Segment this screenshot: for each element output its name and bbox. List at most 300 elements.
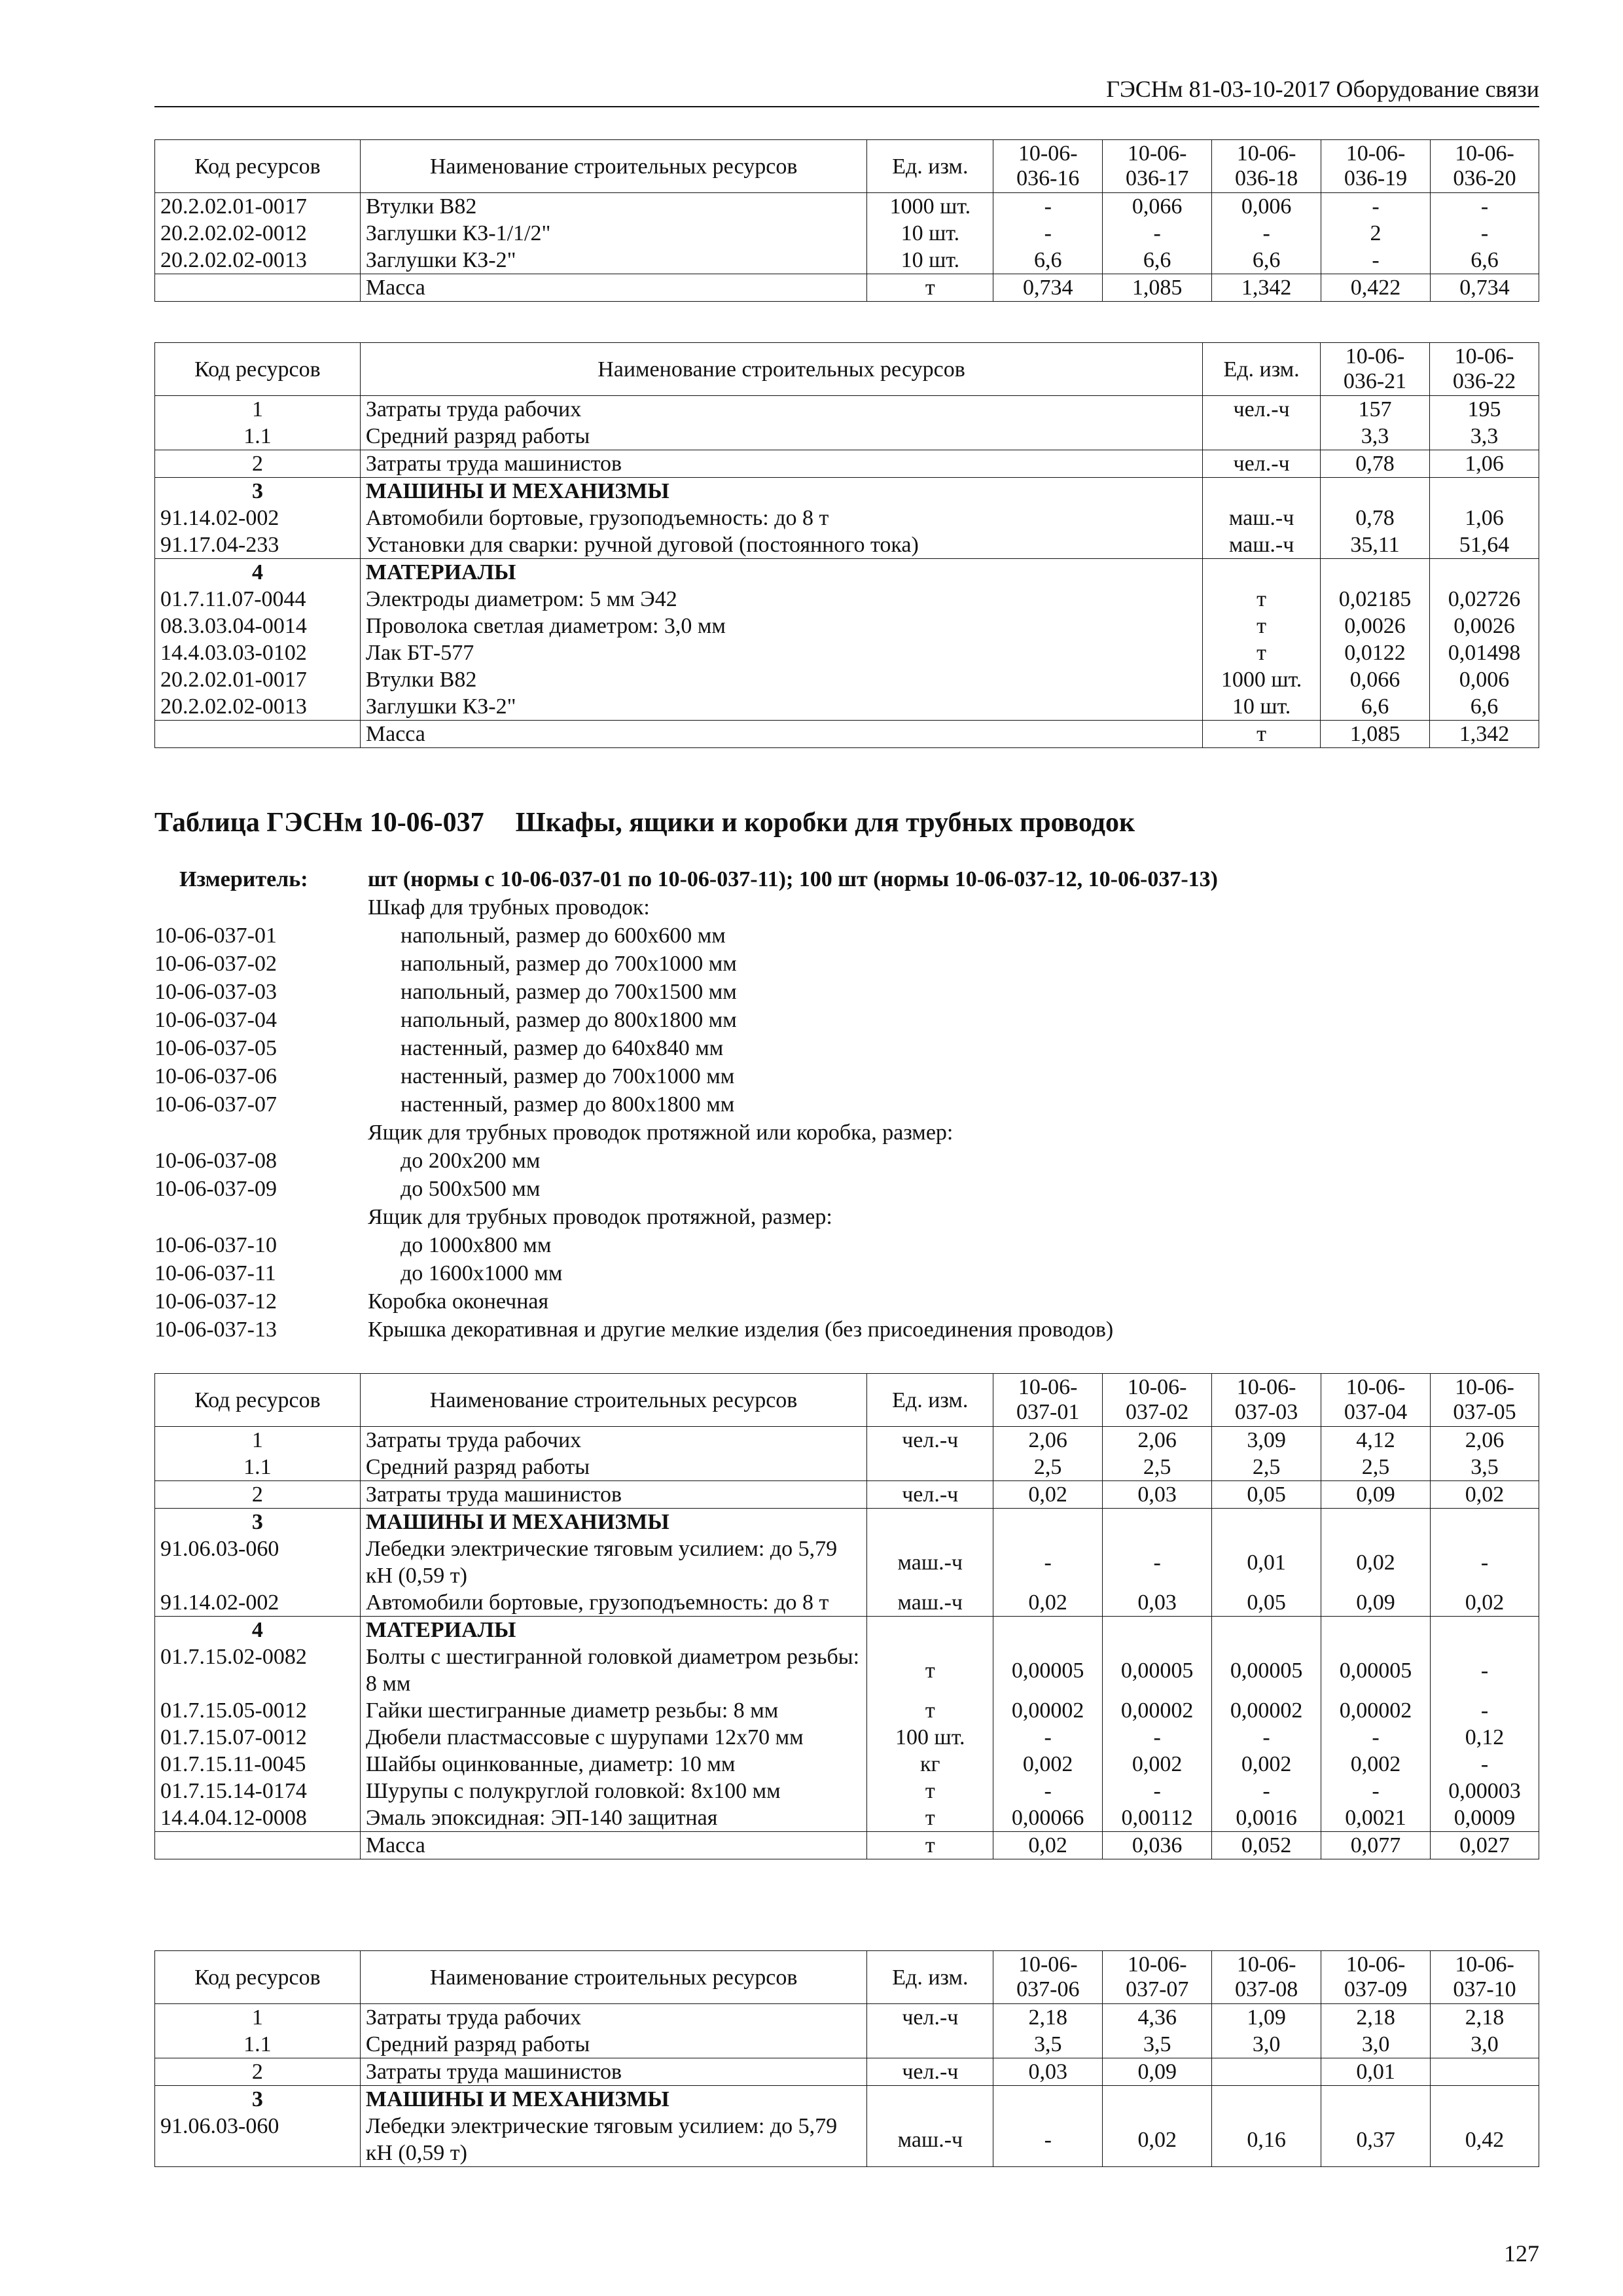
norm-value: 0,02185: [1321, 586, 1430, 613]
norm-value: 0,052: [1212, 1832, 1321, 1859]
measure-item: [154, 1316, 1218, 1344]
norm-value: 0,03: [1103, 1589, 1212, 1617]
resource-name: Установки для сварки: ручной дуговой (постоянного тока): [360, 531, 1202, 559]
norm-value: 0,00002: [1103, 1697, 1212, 1724]
section-title: МАТЕРИАЛЫ: [360, 559, 1202, 586]
norm-description: до 1600х1000 мм: [401, 1261, 563, 1285]
norm-value: [1431, 1509, 1539, 1536]
resource-code: 91.17.04-233: [155, 531, 361, 559]
norm-value: -: [1321, 247, 1431, 274]
resource-code: 91.14.02-002: [155, 1589, 361, 1617]
unit: 1000 шт.: [1203, 666, 1321, 693]
norm-code: 10-06-037-09: [154, 1177, 277, 1201]
norm-value: -: [1321, 193, 1431, 221]
norm-description: до 500х500 мм: [401, 1177, 541, 1201]
unit: т: [867, 1778, 993, 1804]
norm-value: 0,00005: [1212, 1643, 1321, 1697]
table-row: [155, 450, 1539, 478]
norm-description: напольный, размер до 800х1800 мм: [401, 1008, 737, 1032]
measure-item: [154, 1259, 1218, 1287]
norm-value: [1103, 1509, 1212, 1536]
table-header-row: [155, 140, 1539, 193]
norm-value: 0,00002: [1212, 1697, 1321, 1724]
unit: маш.-ч: [867, 2113, 993, 2167]
norm-value: 157: [1321, 396, 1430, 423]
table-row: [155, 1454, 1539, 1481]
norm-value: 0,02: [993, 1589, 1103, 1617]
norm-value: 0,422: [1321, 274, 1431, 302]
resource-name: Втулки В82: [360, 666, 1202, 693]
norm-value: 0,78: [1321, 450, 1430, 478]
header-code: Код ресурсов: [155, 343, 361, 396]
resource-code: 20.2.02.02-0012: [155, 220, 361, 247]
norm-value: 2: [1321, 220, 1431, 247]
unit: кг: [867, 1751, 993, 1778]
norm-value: 0,036: [1103, 1832, 1212, 1859]
header-unit: Ед. изм.: [867, 1374, 993, 1427]
unit: маш.-ч: [867, 1589, 993, 1617]
norm-value: 0,066: [1321, 666, 1430, 693]
resource-name: Средний разряд работы: [360, 1454, 866, 1481]
unit: чел.-ч: [867, 2058, 993, 2086]
header-norm-code: 10-06-037-05: [1431, 1374, 1539, 1427]
header-norm-code: 10-06-037-04: [1321, 1374, 1431, 1427]
resource-name: Лебедки электрические тяговым усилием: до 5,79 кН (0,59 т): [360, 2113, 867, 2167]
norm-value: 6,6: [1430, 247, 1539, 274]
norm-value: [1430, 478, 1539, 505]
resource-code: 91.14.02-002: [155, 505, 361, 531]
resource-code: [155, 274, 361, 302]
norm-value: 2,5: [1103, 1454, 1212, 1481]
table-row: [155, 1535, 1539, 1589]
header-norm-code: 10-06-037-01: [993, 1374, 1103, 1427]
unit: т: [867, 1697, 993, 1724]
section-row: [155, 478, 1539, 505]
measure-item: [154, 1006, 1218, 1034]
resource-name: Масса: [360, 274, 867, 302]
section-title: МАШИНЫ И МЕХАНИЗМЫ: [360, 2086, 867, 2113]
norm-value: 0,01: [1321, 2058, 1431, 2086]
norm-value: [1431, 2086, 1539, 2113]
norm-code: 10-06-037-05: [154, 1036, 277, 1060]
norm-value: 0,37: [1321, 2113, 1431, 2167]
unit: [867, 1509, 993, 1536]
norm-value: 1,342: [1212, 274, 1321, 302]
header-norm-code: 10-06-037-09: [1321, 1951, 1431, 2004]
table-header-row: [155, 343, 1539, 396]
norm-value: -: [1321, 1724, 1431, 1751]
norm-value: -: [993, 193, 1103, 221]
header-norm-code: 10-06-037-10: [1431, 1951, 1539, 2004]
measure-label: Измеритель:: [179, 867, 308, 891]
resource-code: 3: [155, 2086, 361, 2113]
norm-value: -: [1431, 1643, 1539, 1697]
resource-name: Заглушки КЗ-2": [360, 247, 867, 274]
norm-description: напольный, размер до 700х1000 мм: [401, 952, 737, 976]
header-norm-code: 10-06-037-03: [1212, 1374, 1321, 1427]
table-row: [155, 1643, 1539, 1697]
norm-value: 3,09: [1212, 1427, 1321, 1454]
norm-code: 10-06-037-04: [154, 1008, 277, 1032]
norm-value: 0,00005: [1321, 1643, 1431, 1697]
resource-name: Втулки В82: [360, 193, 867, 221]
unit: чел.-ч: [867, 1427, 993, 1454]
norm-description: Ящик для трубных проводок протяжной или коробка, размер:: [368, 1121, 954, 1145]
measure-item: [154, 1090, 1218, 1119]
resource-name: Лебедки электрические тяговым усилием: до 5,79 кН (0,59 т): [360, 1535, 866, 1589]
norm-value: 0,03: [993, 2058, 1103, 2086]
table-title-code: Таблица ГЭСНм 10-06-037: [154, 808, 484, 838]
norm-value: [1430, 559, 1539, 586]
norm-value: 0,00005: [993, 1643, 1103, 1697]
norm-value: -: [1103, 1535, 1212, 1589]
section-title: МАШИНЫ И МЕХАНИЗМЫ: [360, 478, 1202, 505]
norm-code: 10-06-037-11: [154, 1261, 276, 1285]
unit: т: [1203, 613, 1321, 639]
norm-description: настенный, размер до 640х840 мм: [401, 1036, 724, 1060]
measure-item: [154, 1203, 1218, 1231]
unit: чел.-ч: [867, 2004, 993, 2032]
measure-block: [154, 865, 1218, 1344]
norm-value: [1431, 2058, 1539, 2086]
page-number: 127: [1504, 2240, 1539, 2267]
norm-value: 0,02: [993, 1481, 1103, 1509]
norm-value: 0,0021: [1321, 1804, 1431, 1832]
norm-code: 10-06-037-01: [154, 924, 277, 948]
resource-code: 3: [155, 478, 361, 505]
norm-value: 0,78: [1321, 505, 1430, 531]
section-title: МАТЕРИАЛЫ: [360, 1617, 866, 1644]
measure-item: [154, 978, 1218, 1006]
resource-table-036-16-20: [154, 139, 1539, 302]
measure-item: [154, 893, 1218, 922]
norm-value: 0,027: [1431, 1832, 1539, 1859]
measure-item: [154, 1034, 1218, 1062]
measure-row: [154, 865, 1218, 893]
norm-value: 0,02: [1103, 2113, 1212, 2167]
norm-value: 2,18: [1431, 2004, 1539, 2032]
header-unit: Ед. изм.: [1203, 343, 1321, 396]
norm-value: [1321, 478, 1430, 505]
norm-code: 10-06-037-03: [154, 980, 277, 1004]
resource-code: 20.2.02.02-0013: [155, 693, 361, 721]
norm-value: 6,6: [1430, 693, 1539, 721]
norm-value: 0,734: [993, 274, 1103, 302]
unit: т: [1203, 586, 1321, 613]
header-name: Наименование строительных ресурсов: [360, 343, 1202, 396]
resource-code: 14.4.04.12-0008: [155, 1804, 361, 1832]
norm-value: 0,002: [1103, 1751, 1212, 1778]
unit: [867, 1454, 993, 1481]
norm-value: 0,09: [1103, 2058, 1212, 2086]
table-row: [155, 1427, 1539, 1454]
resource-code: 01.7.15.14-0174: [155, 1778, 361, 1804]
resource-name: Затраты труда рабочих: [360, 2004, 867, 2032]
norm-value: 0,006: [1212, 193, 1321, 221]
norm-value: 3,0: [1321, 2031, 1431, 2058]
unit: [867, 2086, 993, 2113]
table-row: [155, 721, 1539, 748]
table-row: [155, 1778, 1539, 1804]
unit: [867, 1617, 993, 1644]
resource-name: Заглушки КЗ-2": [360, 693, 1202, 721]
unit: т: [867, 274, 993, 302]
header-norm-code: 10-06-036-21: [1321, 343, 1430, 396]
norm-value: -: [1431, 1535, 1539, 1589]
norm-value: [1212, 2086, 1321, 2113]
norm-value: 0,01: [1212, 1535, 1321, 1589]
norm-value: 0,002: [993, 1751, 1103, 1778]
resource-code: 01.7.11.07-0044: [155, 586, 361, 613]
resource-code: 01.7.15.02-0082: [155, 1643, 361, 1697]
table-row: [155, 2058, 1539, 2086]
unit: т: [867, 1832, 993, 1859]
norm-value: -: [993, 220, 1103, 247]
resource-name: Дюбели пластмассовые с шурупами 12х70 мм: [360, 1724, 866, 1751]
resource-name: Гайки шестигранные диаметр резьбы: 8 мм: [360, 1697, 866, 1724]
norm-value: 195: [1430, 396, 1539, 423]
table-row: [155, 531, 1539, 559]
table-row: [155, 2004, 1539, 2032]
table-row: [155, 247, 1539, 274]
header-norm-code: 10-06-036-20: [1430, 140, 1539, 193]
norm-value: -: [1431, 1751, 1539, 1778]
table-row: [155, 1804, 1539, 1832]
resource-code: [155, 721, 361, 748]
resource-name: Масса: [360, 721, 1202, 748]
header-code: Код ресурсов: [155, 1374, 361, 1427]
header-norm-code: 10-06-036-18: [1212, 140, 1321, 193]
norm-value: 3,5: [993, 2031, 1103, 2058]
norm-value: 0,00066: [993, 1804, 1103, 1832]
norm-value: 0,734: [1430, 274, 1539, 302]
header-name: Наименование строительных ресурсов: [360, 140, 867, 193]
table-row: [155, 274, 1539, 302]
resource-code: 2: [155, 450, 361, 478]
resource-name: Затраты труда рабочих: [360, 1427, 866, 1454]
resource-code: 91.06.03-060: [155, 1535, 361, 1589]
norm-value: -: [1103, 220, 1212, 247]
norm-value: 2,5: [993, 1454, 1103, 1481]
resource-code: 1.1: [155, 1454, 361, 1481]
header-norm-code: 10-06-037-06: [993, 1951, 1103, 2004]
norm-code: [154, 1119, 368, 1147]
norm-value: -: [1430, 193, 1539, 221]
norm-value: 0,002: [1212, 1751, 1321, 1778]
measure-item: [154, 1062, 1218, 1090]
norm-value: 2,06: [1103, 1427, 1212, 1454]
unit: 10 шт.: [867, 247, 993, 274]
unit: 10 шт.: [1203, 693, 1321, 721]
resource-name: Болты с шестигранной головкой диаметром резьбы: 8 мм: [360, 1643, 866, 1697]
norm-value: 1,085: [1321, 721, 1430, 748]
norm-value: -: [1212, 220, 1321, 247]
norm-value: 0,077: [1321, 1832, 1431, 1859]
resource-name: Шурупы с полукруглой головкой: 8х100 мм: [360, 1778, 866, 1804]
norm-value: 0,02: [1431, 1589, 1539, 1617]
resource-table-037-06-10: [154, 1950, 1539, 2167]
header-code: Код ресурсов: [155, 140, 361, 193]
norm-value: 0,02726: [1430, 586, 1539, 613]
norm-value: 6,6: [993, 247, 1103, 274]
section-row: [155, 1617, 1539, 1644]
header-norm-code: 10-06-037-07: [1103, 1951, 1212, 2004]
norm-value: -: [993, 1778, 1103, 1804]
norm-value: 0,05: [1212, 1481, 1321, 1509]
norm-value: 0,05: [1212, 1589, 1321, 1617]
resource-code: 1.1: [155, 2031, 361, 2058]
section-row: [155, 559, 1539, 586]
measure-item: [154, 922, 1218, 950]
norm-value: -: [1431, 1697, 1539, 1724]
norm-value: 1,342: [1430, 721, 1539, 748]
norm-value: 0,09: [1321, 1589, 1431, 1617]
resource-code: 4: [155, 559, 361, 586]
unit: 100 шт.: [867, 1724, 993, 1751]
norm-value: [993, 2086, 1103, 2113]
norm-value: 0,00002: [993, 1697, 1103, 1724]
resource-name: Затраты труда машинистов: [360, 1481, 866, 1509]
norm-value: 4,36: [1103, 2004, 1212, 2032]
norm-value: -: [1321, 1778, 1431, 1804]
norm-value: 0,066: [1103, 193, 1212, 221]
table-row: [155, 613, 1539, 639]
norm-value: [1103, 1617, 1212, 1644]
unit: маш.-ч: [867, 1535, 993, 1589]
table-title-name: Шкафы, ящики и коробки для трубных проводок: [515, 808, 1135, 838]
norm-value: [1321, 2086, 1431, 2113]
table-row: [155, 1481, 1539, 1509]
resource-code: 01.7.15.11-0045: [155, 1751, 361, 1778]
norm-code: 10-06-037-06: [154, 1064, 277, 1088]
norm-description: напольный, размер до 700х1500 мм: [401, 980, 737, 1004]
resource-code: 08.3.03.04-0014: [155, 613, 361, 639]
norm-value: 2,5: [1321, 1454, 1431, 1481]
norm-description: Коробка оконечная: [368, 1289, 549, 1314]
norm-value: 0,00112: [1103, 1804, 1212, 1832]
resource-name: Шайбы оцинкованные, диаметр: 10 мм: [360, 1751, 866, 1778]
header-norm-code: 10-06-037-02: [1103, 1374, 1212, 1427]
resource-name: Заглушки КЗ-1/1/2": [360, 220, 867, 247]
header-norm-code: 10-06-036-19: [1321, 140, 1431, 193]
norm-value: 0,42: [1431, 2113, 1539, 2167]
norm-value: 0,0026: [1430, 613, 1539, 639]
resource-name: Затраты труда рабочих: [360, 396, 1202, 423]
unit: маш.-ч: [1203, 505, 1321, 531]
norm-value: 1,085: [1103, 274, 1212, 302]
norm-value: -: [993, 2113, 1103, 2167]
header-code: Код ресурсов: [155, 1951, 361, 2004]
norm-value: -: [1103, 1724, 1212, 1751]
table-header-row: [155, 1374, 1539, 1427]
resource-code: 1: [155, 2004, 361, 2032]
section-title: МАШИНЫ И МЕХАНИЗМЫ: [360, 1509, 866, 1536]
header-name: Наименование строительных ресурсов: [360, 1951, 867, 2004]
unit: [1203, 478, 1321, 505]
norm-description: Крышка декоративная и другие мелкие изделия (без присоединения проводов): [368, 1318, 1114, 1342]
norm-value: 0,002: [1321, 1751, 1431, 1778]
section-row: [155, 2086, 1539, 2113]
resource-name: Автомобили бортовые, грузоподъемность: до 8 т: [360, 505, 1202, 531]
norm-value: 0,00003: [1431, 1778, 1539, 1804]
resource-name: Лак БТ-577: [360, 639, 1202, 666]
norm-value: 4,12: [1321, 1427, 1431, 1454]
norm-value: [1212, 2058, 1321, 2086]
table-header-row: [155, 1951, 1539, 2004]
norm-value: 35,11: [1321, 531, 1430, 559]
norm-value: 6,6: [1103, 247, 1212, 274]
resource-table-036-21-22: [154, 342, 1539, 748]
norm-value: 1,06: [1430, 505, 1539, 531]
resource-code: 1: [155, 396, 361, 423]
table-row: [155, 2031, 1539, 2058]
norm-value: 2,5: [1212, 1454, 1321, 1481]
resource-code: 20.2.02.01-0017: [155, 193, 361, 221]
norm-value: 0,00002: [1321, 1697, 1431, 1724]
resource-name: Проволока светлая диаметром: 3,0 мм: [360, 613, 1202, 639]
header-unit: Ед. изм.: [867, 140, 993, 193]
table-row: [155, 423, 1539, 450]
norm-code: [154, 1203, 368, 1231]
table-row: [155, 639, 1539, 666]
norm-value: [1103, 2086, 1212, 2113]
table-title: [154, 806, 1135, 839]
norm-code: 10-06-037-12: [154, 1289, 277, 1314]
table-row: [155, 2113, 1539, 2167]
table-row: [155, 666, 1539, 693]
measure-item: [154, 1119, 1218, 1147]
header-norm-code: 10-06-036-17: [1103, 140, 1212, 193]
resource-name: Затраты труда машинистов: [360, 450, 1202, 478]
norm-value: 3,0: [1431, 2031, 1539, 2058]
norm-value: 0,12: [1431, 1724, 1539, 1751]
measure-item: [154, 1231, 1218, 1259]
norm-value: [1321, 1617, 1431, 1644]
norm-code: 10-06-037-13: [154, 1318, 277, 1342]
resource-code: 20.2.02.01-0017: [155, 666, 361, 693]
norm-description: настенный, размер до 700х1000 мм: [401, 1064, 735, 1088]
norm-value: [1321, 1509, 1431, 1536]
norm-value: 0,0009: [1431, 1804, 1539, 1832]
norm-value: [993, 1617, 1103, 1644]
measure-item: [154, 950, 1218, 978]
norm-description: напольный, размер до 600х600 мм: [401, 924, 726, 948]
norm-code: [154, 893, 368, 922]
table-row: [155, 396, 1539, 423]
norm-value: 2,06: [993, 1427, 1103, 1454]
resource-code: 01.7.15.07-0012: [155, 1724, 361, 1751]
norm-code: 10-06-037-08: [154, 1149, 277, 1173]
norm-value: 3,0: [1212, 2031, 1321, 2058]
norm-value: 0,02: [993, 1832, 1103, 1859]
table-row: [155, 505, 1539, 531]
resource-name: Масса: [360, 1832, 866, 1859]
resource-code: 14.4.03.03-0102: [155, 639, 361, 666]
unit: т: [867, 1804, 993, 1832]
table-row: [155, 1832, 1539, 1859]
norm-description: Шкаф для трубных проводок:: [368, 895, 650, 920]
unit: т: [867, 1643, 993, 1697]
unit: маш.-ч: [1203, 531, 1321, 559]
norm-value: [1321, 559, 1430, 586]
resource-code: 91.06.03-060: [155, 2113, 361, 2167]
norm-value: [1212, 1617, 1321, 1644]
table-row: [155, 1751, 1539, 1778]
norm-value: 0,0016: [1212, 1804, 1321, 1832]
norm-description: Ящик для трубных проводок протяжной, размер:: [368, 1205, 832, 1229]
norm-value: 3,3: [1430, 423, 1539, 450]
norm-value: 51,64: [1430, 531, 1539, 559]
